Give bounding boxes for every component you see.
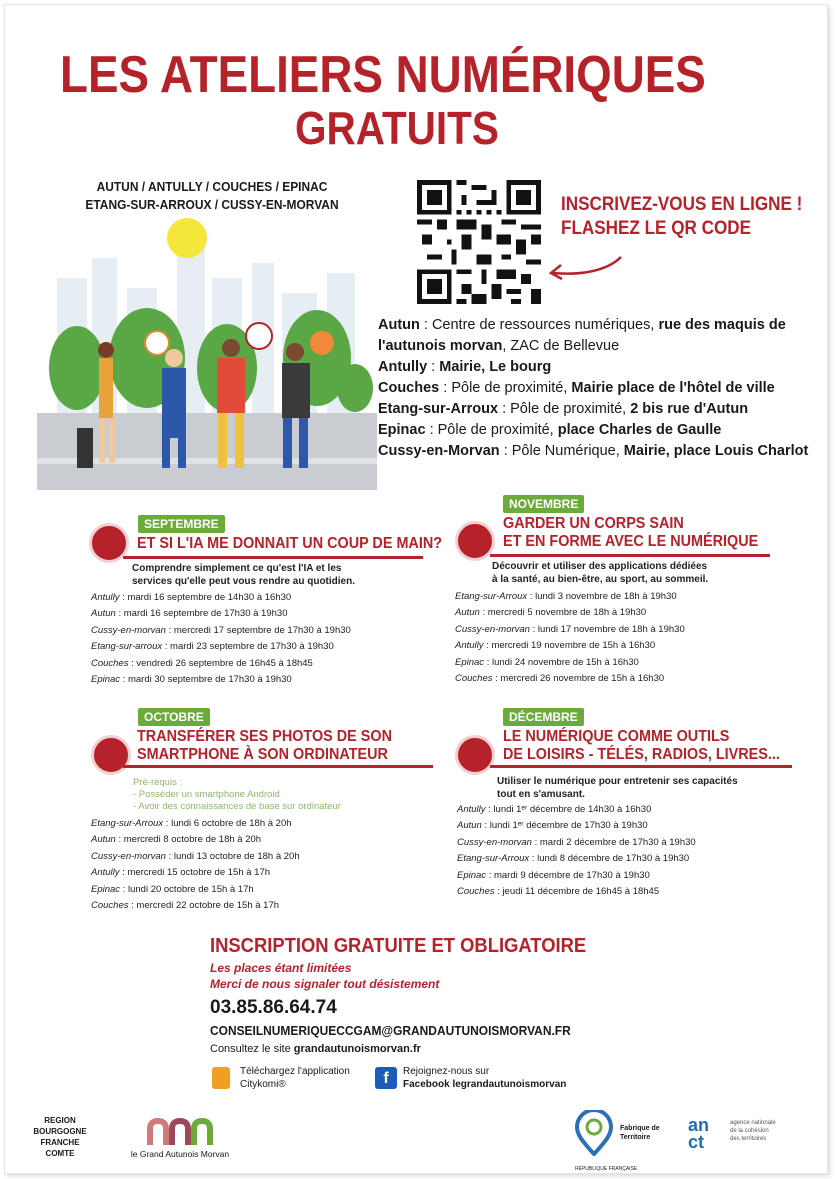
session-town: Epinac (455, 656, 485, 668)
session-town: Cussy-en-morvan (457, 836, 532, 848)
session-town: Epinac (91, 674, 121, 686)
address-text: : Pôle de proximité, (498, 401, 631, 417)
session-town: Couches (455, 673, 493, 685)
gam-name: le Grand Autunois Morvan (130, 1149, 230, 1159)
title-decembre (503, 728, 780, 764)
session-item (91, 849, 300, 865)
session-town: Cussy-en-morvan (91, 850, 166, 862)
session-separator: : (485, 804, 494, 815)
arrow-left-icon (545, 253, 625, 283)
main-title: LES ATELIERS NUMÉRIQUES (60, 46, 706, 104)
address-street: 2 bis rue d'Autun (630, 401, 749, 417)
session-time: mercredi 22 octobre de 15h à 17h (136, 900, 280, 912)
qr-code[interactable] (417, 180, 541, 304)
address-text: : Centre de ressources numériques, (419, 317, 659, 333)
badge-novembre: NOVEMBRE (503, 495, 584, 513)
address-town: Couches (378, 380, 440, 396)
qr-call-to-action (561, 193, 802, 241)
session-item (455, 605, 685, 621)
sessions-septembre (91, 590, 351, 688)
gam-mark-icon (145, 1117, 215, 1147)
session-town: Autun (457, 820, 482, 832)
desc-decembre-line2: tout en s'amusant. (497, 789, 585, 800)
fb-line1: Rejoignez-nous sur (403, 1066, 490, 1077)
session-item (91, 623, 351, 639)
session-town: Antully (455, 640, 484, 652)
title-octobre (137, 728, 392, 764)
region-line1: REGION (44, 1116, 76, 1125)
session-separator: : (494, 886, 503, 898)
session-time: mercredi 8 octobre de 18h à 20h (123, 834, 262, 846)
session-item (91, 898, 300, 914)
session-item (457, 884, 696, 900)
desc-septembre-line1: Comprendre simplement ce qu'est l'IA et les (132, 563, 342, 574)
session-item (91, 656, 351, 672)
address-street: Mairie, place Louis Charlot (623, 443, 809, 459)
session-separator: : (115, 834, 124, 846)
session-separator: : (531, 836, 540, 848)
main-title-line2: GRATUITS (295, 102, 499, 154)
session-town: Couches (91, 657, 129, 669)
session-separator: : (527, 591, 536, 602)
app-line2: Citykomi® (240, 1079, 286, 1090)
fabrique-line2: Territoire (620, 1134, 651, 1141)
citykomi-app[interactable] (212, 1065, 350, 1091)
desc-decembre-line1: Utiliser le numérique pour entretenir ses capacités (497, 776, 738, 787)
email-address[interactable]: CONSEILNUMERIQUECCGAM@GRANDAUTUNOISMORVAN.FR (210, 1023, 571, 1038)
region-logo (25, 1115, 95, 1159)
session-item (457, 818, 696, 834)
address-town: Etang-sur-Arroux (378, 401, 499, 417)
session-item (91, 672, 351, 688)
sessions-novembre (455, 589, 685, 687)
desc-novembre-line1: Découvrir et utiliser des applications dédiées (492, 561, 708, 572)
session-item (91, 606, 351, 622)
towns-line2: ETANG-SUR-ARROUX / CUSSY-EN-MORVAN (85, 197, 339, 212)
qr-cta-line2: FLASHEZ LE QR CODE (561, 218, 752, 239)
title-novembre (503, 515, 758, 551)
address-item (378, 399, 828, 420)
session-item (457, 835, 696, 851)
session-separator: : (481, 820, 490, 832)
city-people-illustration (37, 218, 377, 490)
address-item (378, 420, 828, 441)
session-time: mercredi 19 novembre de 15h à 16h30 (491, 640, 656, 652)
prereq-line2: - Avoir des connaissances de base sur ordinateur (133, 801, 341, 812)
session-separator: : (128, 900, 137, 912)
runner-icon (455, 521, 495, 561)
facebook-icon: f (375, 1067, 397, 1089)
session-time: mardi 16 septembre de 17h30 à 19h30 (123, 608, 288, 620)
app-line1: Téléchargez l'application (240, 1066, 350, 1077)
fabrique-logo (575, 1110, 660, 1172)
badge-decembre: DÉCEMBRE (503, 708, 584, 726)
session-separator: : (128, 657, 137, 669)
address-street: rue des maquis de l'autunois morvan (378, 317, 786, 354)
session-time: lundi 1ᵉʳ décembre de 17h30 à 19h30 (489, 820, 648, 832)
rule-octobre (123, 765, 433, 768)
address-text: : Pôle Numérique, (499, 443, 624, 459)
session-town: Etang-sur-Arroux (457, 853, 530, 865)
desc-decembre (497, 775, 738, 801)
session-separator: : (486, 869, 494, 881)
desc-septembre-line2: services qu'elle peut vous rendre au quotidien. (132, 576, 355, 587)
session-separator: : (119, 867, 128, 879)
qr-cta-line1: INSCRIVEZ-VOUS EN LIGNE ! (561, 194, 803, 215)
gam-logo (120, 1117, 240, 1159)
fabrique-mark-icon (575, 1110, 613, 1156)
sessions-decembre (457, 802, 696, 900)
session-time: mardi 16 septembre de 14h30 à 16h30 (127, 592, 292, 603)
session-town: Autun (91, 834, 116, 846)
facebook-link[interactable] (375, 1065, 566, 1091)
session-separator: : (483, 640, 492, 652)
session-item (91, 639, 351, 655)
address-item (378, 378, 828, 399)
address-item (378, 441, 828, 462)
session-time: jeudi 11 décembre de 16h45 à 18h45 (502, 886, 660, 898)
session-separator: : (120, 883, 128, 895)
address-street: place Charles de Gaulle (557, 422, 722, 438)
session-time: mardi 2 décembre de 17h30 à 19h30 (539, 836, 696, 848)
towns-line1: AUTUN / ANTULLY / COUCHES / EPINAC (96, 179, 328, 194)
desc-novembre-line2: à la santé, au bien-être, au sport, au sommeil. (492, 574, 709, 585)
fabrique-line1: Fabrique de (620, 1125, 660, 1132)
session-separator: : (529, 853, 538, 865)
title-decembre-line1: LE NUMÉRIQUE COMME OUTILS (503, 728, 730, 745)
session-town: Cussy-en-morvan (455, 623, 530, 635)
address-street: Mairie, Le bourg (439, 359, 552, 375)
session-item (91, 832, 300, 848)
prereq-title: Pré-requis : (133, 777, 183, 788)
session-town: Etang-sur-Arroux (91, 818, 164, 829)
title-decembre-line2: DE LOISIRS - TÉLÉS, RADIOS, LIVRES... (503, 746, 780, 763)
session-time: mardi 23 septembre de 17h30 à 19h30 (170, 641, 334, 653)
address-text: : (427, 359, 440, 375)
session-item (455, 622, 685, 638)
address-tail: , ZAC de Bellevue (502, 338, 620, 354)
session-item (457, 868, 696, 884)
towns-list (79, 178, 346, 214)
title-novembre-line1: GARDER UN CORPS SAIN (503, 515, 684, 532)
region-line3: FRANCHE (40, 1138, 80, 1147)
session-town: Etang-sur-Arroux (455, 591, 528, 602)
rule-decembre (490, 765, 792, 768)
badge-octobre: OCTOBRE (138, 708, 210, 726)
rule-septembre (123, 556, 423, 559)
session-time: lundi 20 octobre de 15h à 17h (127, 883, 254, 895)
phone-number[interactable]: 03.85.86.64.74 (210, 997, 337, 1018)
session-separator: : (120, 674, 128, 686)
session-time: mercredi 5 novembre de 18h à 19h30 (487, 607, 647, 619)
title-novembre-line2: ET EN FORME AVEC LE NUMÉRIQUE (503, 533, 759, 550)
session-town: Etang-sur-arroux (91, 641, 163, 653)
address-town: Epinac (378, 422, 426, 438)
desc-septembre (132, 562, 355, 588)
title-octobre-line1: TRANSFÉRER SES PHOTOS DE SON (137, 728, 392, 745)
anct-text2: de la cohésion (730, 1128, 769, 1134)
session-separator: : (479, 607, 488, 619)
website-link[interactable]: grandautunoismorvan.fr (293, 1043, 421, 1055)
anct-mark: an ct (688, 1115, 710, 1152)
badge-septembre: SEPTEMBRE (138, 515, 225, 533)
desc-novembre (492, 560, 708, 586)
session-item (91, 882, 300, 898)
session-time: mardi 30 septembre de 17h30 à 19h30 (127, 674, 292, 686)
citykomi-icon (212, 1067, 230, 1089)
session-separator: : (163, 818, 172, 829)
fb-line2: Facebook legrandautunoismorvan (403, 1079, 567, 1090)
inscription-note-line1: Les places étant limitées (210, 961, 352, 975)
session-time: vendredi 26 septembre de 16h45 à 18h45 (136, 657, 313, 669)
session-time: lundi 17 novembre de 18h à 19h30 (537, 623, 685, 635)
rule-novembre (490, 554, 770, 557)
inscription-title: INSCRIPTION GRATUITE ET OBLIGATOIRE (210, 935, 587, 957)
session-item (91, 865, 300, 881)
session-separator: : (492, 673, 501, 685)
session-item (91, 816, 300, 832)
address-town: Autun (378, 317, 420, 333)
session-town: Antully (91, 592, 120, 603)
sessions-octobre (91, 816, 300, 914)
session-item (457, 802, 696, 818)
address-town: Antully (378, 359, 428, 375)
anct-logo (688, 1115, 776, 1152)
prereq-line1: - Posséder un smartphone Android (133, 789, 280, 800)
session-item (455, 671, 685, 687)
address-street: Mairie place de l'hôtel de ville (571, 380, 775, 396)
session-time: mercredi 26 novembre de 15h à 16h30 (500, 673, 665, 685)
session-town: Couches (91, 900, 129, 912)
session-separator: : (115, 608, 124, 620)
title-septembre: ET SI L'IA ME DONNAIT UN COUP DE MAIN? (137, 535, 443, 552)
session-separator: : (119, 592, 128, 603)
session-time: mercredi 17 septembre de 17h30 à 19h30 (173, 624, 351, 636)
phone-computer-icon (91, 735, 131, 775)
session-town: Antully (91, 867, 120, 879)
address-text: : Pôle de proximité, (439, 380, 572, 396)
session-time: lundi 13 octobre de 18h à 20h (173, 850, 300, 862)
session-town: Autun (455, 607, 480, 619)
session-town: Cussy-en-morvan (91, 624, 166, 636)
session-town: Autun (91, 608, 116, 620)
inscription-note (210, 960, 439, 992)
session-time: lundi 24 novembre de 15h à 16h30 (491, 656, 639, 668)
republique-label: RÉPUBLIQUE FRANÇAISE (575, 1166, 638, 1172)
session-time: lundi 3 novembre de 18h à 19h30 (535, 591, 677, 602)
address-town: Cussy-en-Morvan (378, 443, 500, 459)
session-separator: : (165, 624, 174, 636)
session-town: Epinac (457, 869, 487, 881)
session-separator: : (484, 656, 492, 668)
address-text: : Pôle de proximité, (425, 422, 558, 438)
session-town: Couches (457, 886, 495, 898)
anct-text3: des territoires (730, 1136, 767, 1142)
region-line4: COMTE (45, 1149, 75, 1158)
region-line2: BOURGOGNE (33, 1127, 87, 1136)
session-item (91, 590, 351, 606)
session-item (455, 589, 685, 605)
address-item (378, 357, 828, 378)
session-town: Epinac (91, 883, 121, 895)
session-separator: : (162, 641, 171, 653)
session-separator: : (529, 623, 538, 635)
session-time: lundi 1ᵉʳ décembre de 14h30 à 16h30 (493, 804, 652, 815)
website-line (210, 1043, 421, 1055)
session-time: mardi 9 décembre de 17h30 à 19h30 (493, 869, 650, 881)
session-town: Antully (457, 804, 486, 815)
address-item (378, 315, 828, 357)
anct-text1: agence nationale (730, 1120, 776, 1126)
address-list (378, 315, 828, 462)
session-item (457, 851, 696, 867)
session-time: lundi 8 décembre de 17h30 à 19h30 (537, 853, 690, 865)
session-item (455, 655, 685, 671)
title-octobre-line2: SMARTPHONE À SON ORDINATEUR (137, 746, 388, 763)
flyer-page (4, 4, 828, 1174)
website-prefix: Consultez le site (210, 1043, 294, 1055)
session-time: lundi 6 octobre de 18h à 20h (171, 818, 292, 829)
session-time: mercredi 15 octobre de 15h à 17h (127, 867, 271, 879)
prereq-octobre (133, 777, 341, 813)
session-item (455, 638, 685, 654)
session-separator: : (165, 850, 174, 862)
media-icon (455, 735, 495, 775)
inscription-note-line2: Merci de nous signaler tout désistement (210, 977, 440, 991)
